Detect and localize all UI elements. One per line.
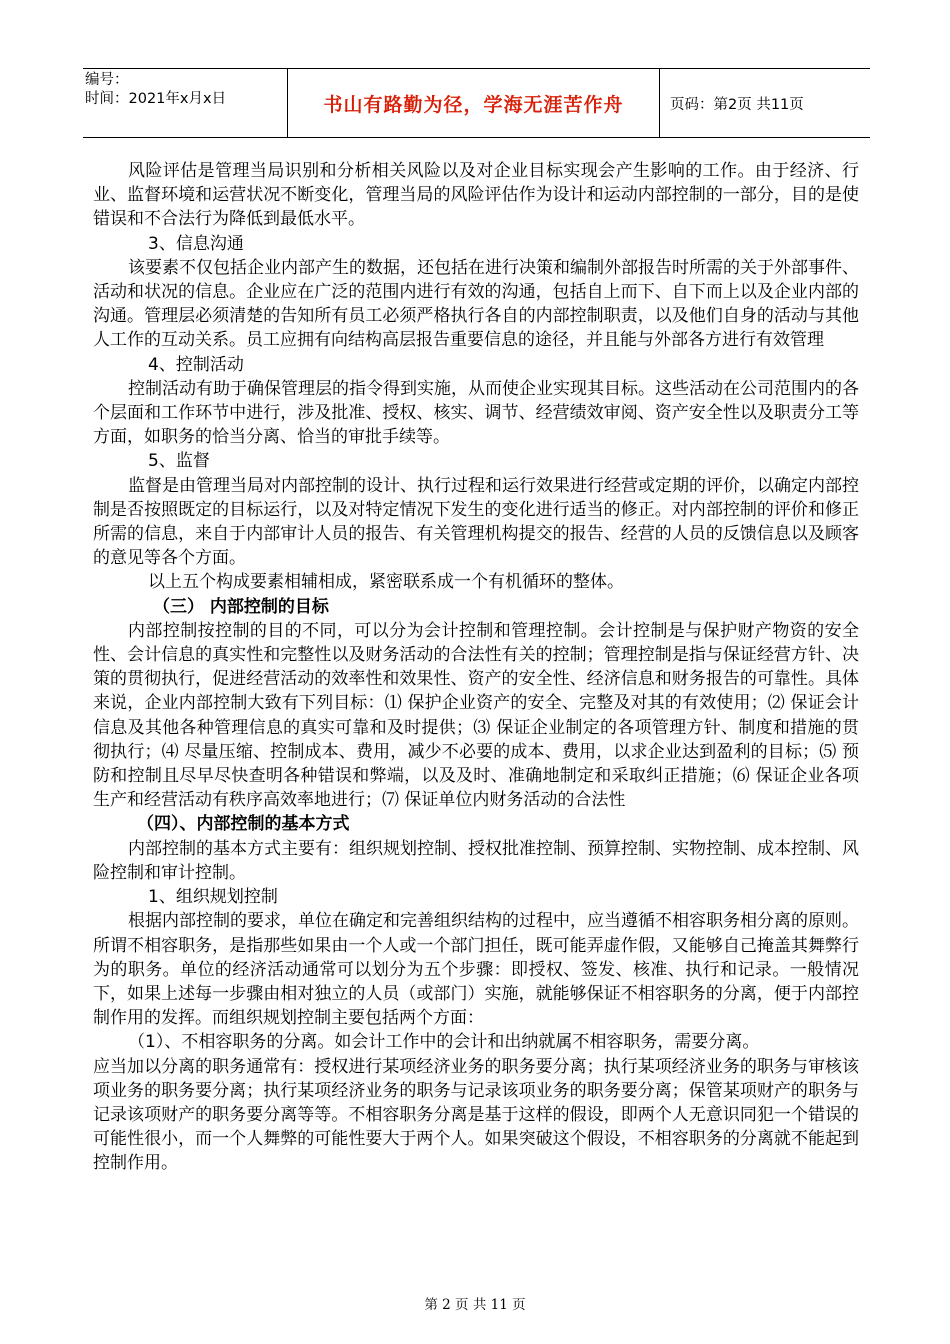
heading-control-activities: 4、控制活动: [148, 354, 244, 375]
paragraph-basic-methods: 内部控制的基本方式主要有：组织规划控制、授权批准控制、预算控制、实物控制、成本控制、风险控制和审计控制。: [93, 838, 859, 883]
page-header: [83, 68, 870, 138]
paragraph-organization-planning: 根据内部控制的要求，单位在确定和完善组织结构的过程中，应当遵循不相容职务相分离的原则。所谓不相容职务，是指那些如果由一个人或一个部门担任，既可能弄虚作假，又能够自己掩盖其舞弊行为的职务。单位的经济活动通常可以划分为五个步骤：即授权、签发、核准、执行和记录。一般情况下，如果上述每一步骤由相对独立的人员（或部门）实施，就能够保证不相容职务的分离，便于内部控制作用的发挥。而组织规划控制主要包括两个方面：: [93, 911, 859, 1029]
paragraph-summary: 以上五个构成要素相辅相成，紧密联系成一个有机循环的整体。: [148, 572, 624, 593]
paragraph-information-communication: 该要素不仅包括企业内部产生的数据，还包括在进行决策和编制外部报告时所需的关于外部事件、活动和状况的信息。企业应在广泛的范围内进行有效的沟通，包括自上而下、自下而上以及企业内部的沟通。管理层必须清楚的告知所有员工必须严格执行各自的内部控制职责，以及他们自身的活动与其他人工作的互动关系。员工应拥有向结构高层报告重要信息的途径，并且能与外部各方进行有效管理: [93, 257, 859, 351]
document-body: [93, 159, 859, 1176]
paragraph-duty-separation: （1）、不相容职务的分离。如会计工作中的会计和出纳就属不相容职务，需要分离。: [128, 1032, 760, 1053]
section-heading-objectives: （三） 内部控制的目标: [153, 596, 329, 617]
section-heading-basic-methods: （四）、内部控制的基本方式: [137, 814, 350, 835]
paragraph-risk-assessment: 风险评估是管理当局识别和分析相关风险以及对企业目标实现会产生影响的工作。由于经济、行业、监督环境和运营状况不断变化，管理当局的风险评估作为设计和运动内部控制的一部分，目的是使错误和不合法行为降低到最低水平。: [93, 161, 859, 230]
paragraph-monitoring: 监督是由管理当局对内部控制的设计、执行过程和运行效果进行经营或定期的评价，以确定内部控制是否按照既定的目标运行，以及对特定情况下发生的变化进行适当的修正。对内部控制的评价和修正所需的信息，来自于内部审计人员的报告、有关管理机构提交的报告、经营的人员的反馈信息以及顾客的意见等各个方面。: [93, 475, 859, 569]
paragraph-control-activities: 控制活动有助于确保管理层的指令得到实施，从而使企业实现其目标。这些活动在公司范围内的各个层面和工作环节中进行，涉及批准、授权、核实、调节、经营绩效审阅、资产安全性以及职责分工等方面，如职务的恰当分离、恰当的审批手续等。: [93, 378, 859, 448]
document-number-label: 编号：: [85, 72, 129, 88]
document-date-label: 时间：2021年x月x日: [85, 91, 227, 107]
header-page-label: 页码：第2页 共11页: [670, 96, 804, 113]
header-motto: 书山有路勤为径，学海无涯苦作舟: [287, 69, 660, 137]
heading-information-communication: 3、信息沟通: [148, 233, 244, 254]
header-meta: [83, 69, 287, 137]
page-footer: 第 2 页 共 11 页: [424, 1297, 526, 1313]
heading-organization-planning: 1、组织规划控制: [148, 887, 278, 908]
heading-monitoring: 5、监督: [148, 451, 210, 472]
paragraph-duty-separation-detail: 应当加以分离的职务通常有：授权进行某项经济业务的职务要分离；执行某项经济业务的职务与审核该项业务的职务要分离；执行某项经济业务的职务与记录该项业务的职务要分离；保管某项财产的职务与记录该项财产的职务要分离等等。不相容职务分离是基于这样的假设，即两个人无意识同犯一个错误的可能性很小，而一个人舞弊的可能性要大于两个人。如果突破这个假设，不相容职务的分离就不能起到控制作用。: [93, 1056, 859, 1174]
paragraph-objectives: 内部控制按控制的目的不同，可以分为会计控制和管理控制。会计控制是与保护财产物资的安全性、会计信息的真实性和完整性以及财务活动的合法性有关的控制；管理控制是指与保证经营方针、决策的贯彻执行，促进经营活动的效率性和效果性、资产的安全性、经济信息和财务报告的可靠性。具体来说，企业内部控制大致有下列目标：⑴ 保护企业资产的安全、完整及对其的有效使用；⑵ 保证会计信息及其他各种管理信息的真实可靠和及时提供；⑶ 保证企业制定的各项管理方针、制度和措施的贯彻执行；⑷ 尽量压缩、控制成本、费用，减少不必要的成本、费用，以求企业达到盈利的目标；⑸ 预防和控制且尽早尽快查明各种错误和弊端，以及及时、准确地制定和采取纠正措施；⑹ 保证企业各项生产和经营活动有秩序高效率地进行；⑺ 保证单位内财务活动的合法性: [93, 620, 859, 811]
